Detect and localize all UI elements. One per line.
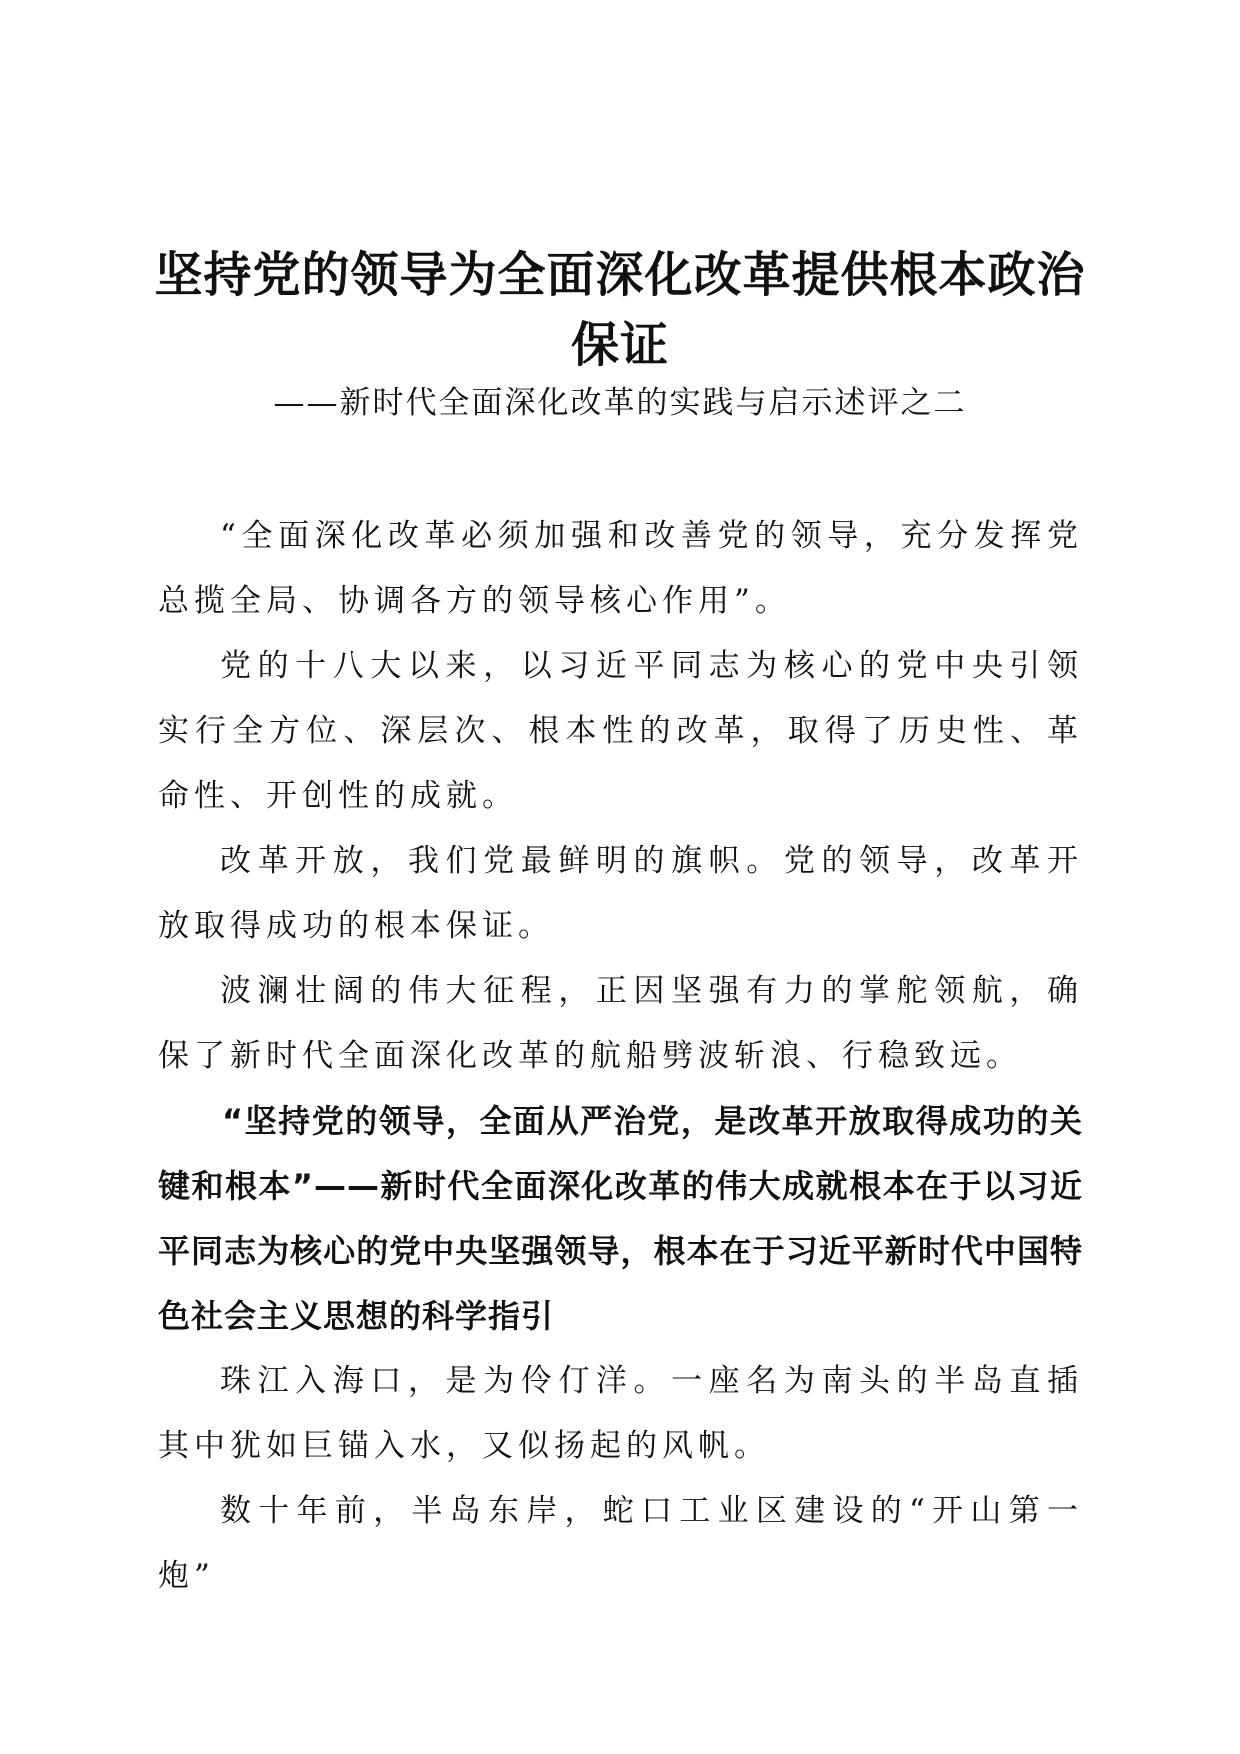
paragraph: 数十年前，半岛东岸，蛇口工业区建设的“开山第一炮” bbox=[158, 1493, 1083, 1594]
paragraph: 改革开放，我们党最鲜明的旗帜。党的领导，改革开放取得成功的根本保证。 bbox=[158, 843, 1083, 944]
paragraph: “全面深化改革必须加强和改善党的领导，充分发挥党总揽全局、协调各方的领导核心作用”。 bbox=[158, 518, 1083, 619]
paragraph: 波澜壮阔的伟大征程，正因坚强有力的掌舵领航，确保了新时代全面深化改革的航船劈波斩浪、行稳致远。 bbox=[158, 973, 1083, 1074]
document-title: 坚持党的领导为全面深化改革提供根本政治保证 bbox=[154, 247, 1086, 373]
section-heading-paragraph: “坚持党的领导，全面从严治党，是改革开放取得成功的关键和根本”——新时代全面深化改革的伟大成就根本在于以习近平同志为核心的党中央坚强领导，根本在于习近平新时代中国特色社会主义思想的科学指引 bbox=[158, 1102, 1083, 1335]
document-subtitle: ——新时代全面深化改革的实践与启示述评之二 bbox=[273, 385, 967, 421]
document-body bbox=[158, 504, 1083, 1609]
paragraph: 珠江入海口，是为伶仃洋。一座名为南头的半岛直插其中犹如巨锚入水，又似扬起的风帆。 bbox=[158, 1363, 1083, 1464]
paragraph: 党的十八大以来，以习近平同志为核心的党中央引领实行全方位、深层次、根本性的改革，取得了历史性、革命性、开创性的成就。 bbox=[158, 648, 1083, 814]
